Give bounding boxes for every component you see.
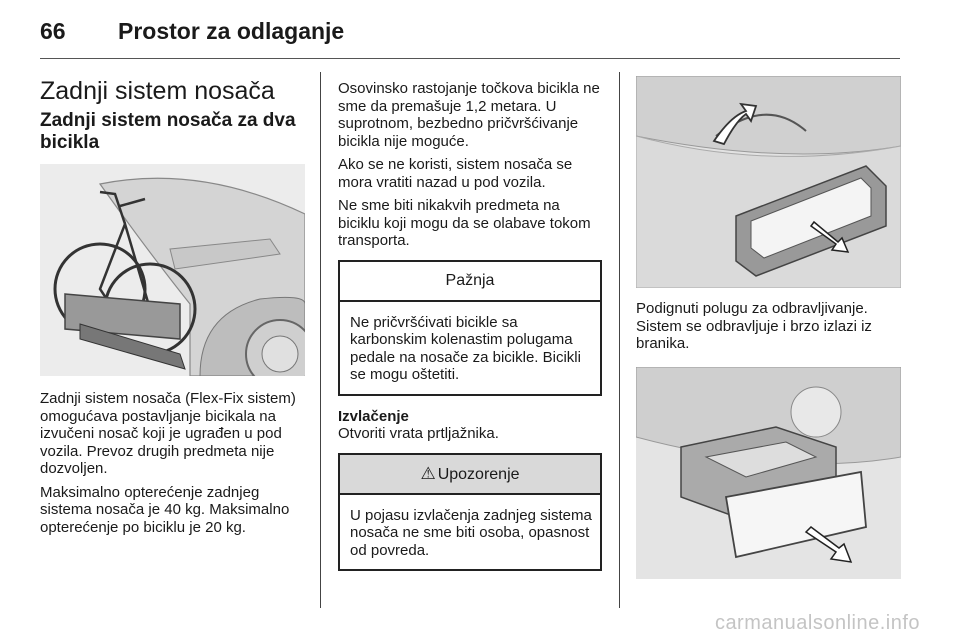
column-divider-2 — [619, 72, 620, 608]
loose-items-paragraph: Ne sme biti nikakvih predmeta na biciklu koji mogu da se olabave tokom transporta. — [338, 197, 591, 249]
page-header — [40, 18, 900, 58]
extraction-heading: Izvlačenje — [338, 407, 409, 425]
column-middle — [338, 80, 602, 583]
column-left — [40, 70, 305, 542]
warning-title: Upozorenje — [437, 465, 520, 483]
subsection-title: Zadnji sistem nosača za dva bicikla — [40, 110, 296, 153]
carrier-extended-illustration — [636, 367, 901, 579]
notice-box — [338, 260, 602, 396]
release-paragraph: Podignuti polugu za odbravljivanje. Sistem se odbravljuje i brzo izlazi iz branika. — [636, 300, 872, 352]
warning-triangle-icon: ⚠ — [420, 463, 436, 483]
return-paragraph: Ako se ne koristi, sistem nosača se mora vratiti nazad u pod vozila. — [338, 156, 573, 191]
bike-carrier-illustration — [40, 164, 305, 376]
header-divider — [40, 58, 900, 59]
intro-paragraph: Zadnji sistem nosača (Flex-Fix sistem) omogućava postavljanje bicikala na izvučeni nosač koji je ugrađen u pod vozila. Prevoz drugih predmeta nije dozvoljen. — [40, 390, 296, 477]
notice-title: Pažnja — [340, 262, 600, 302]
notice-text: Ne pričvršćivati bicikle sa karbonskim kolenastim polugama pedale na nosače za bicikle. Bicikli se mogu oštetiti. — [350, 313, 581, 383]
page-number: 66 — [40, 18, 66, 44]
section-title: Zadnji sistem nosača — [40, 77, 275, 105]
release-lever-illustration — [636, 76, 901, 288]
page-title: Prostor za odlaganje — [118, 18, 345, 44]
warning-header — [340, 455, 600, 495]
warning-text: U pojasu izvlačenja zadnjeg sistema nosača ne sme biti osoba, opasnost od povreda. — [350, 506, 592, 559]
wheelbase-paragraph: Osovinsko rastojanje točkova bicikla ne sme da premašuje 1,2 metara. U suprotnom, bezbedno pričvršćivanje bicikla nije moguće. — [338, 80, 600, 150]
watermark: carmanualsonline.info — [714, 612, 920, 634]
column-divider-1 — [320, 72, 321, 608]
load-paragraph: Maksimalno opterećenje zadnjeg sistema nosača je 40 kg. Maksimalno opterećenje po biciklu je 20 kg. — [40, 483, 290, 536]
warning-box — [338, 453, 602, 572]
extraction-text: Otvoriti vrata prtljažnika. — [338, 425, 499, 442]
column-right — [636, 76, 901, 579]
